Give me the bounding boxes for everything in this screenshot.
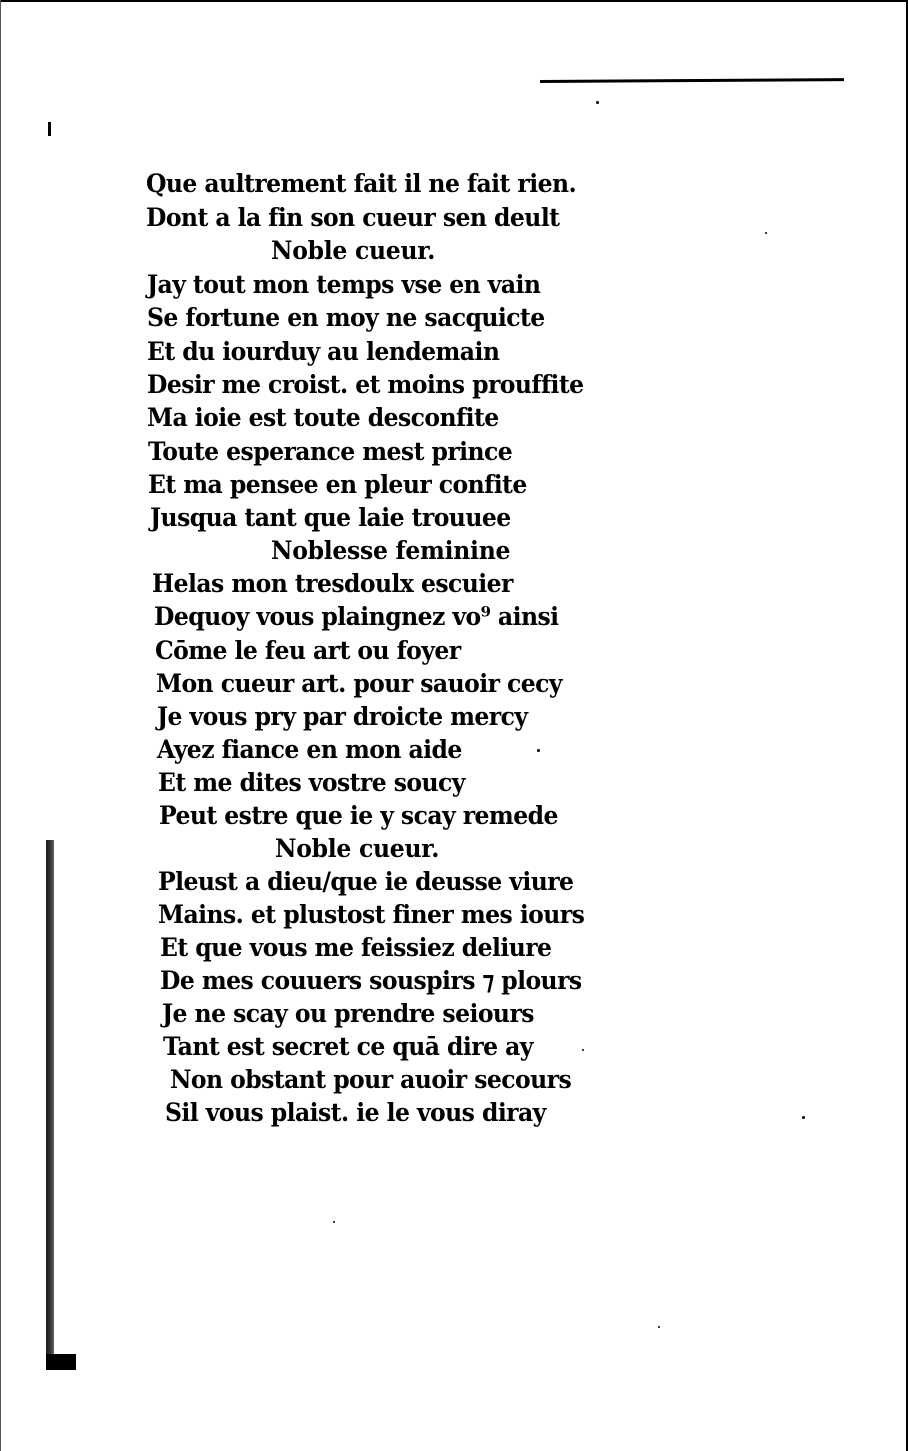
poem-line: Non obstant pour auoir secours xyxy=(170,1065,572,1094)
poem-line: De mes couuers souspirs ⁊ plours xyxy=(160,966,582,995)
poem-line: Que aultrement fait il ne fait rien. xyxy=(146,169,577,198)
poem-line: Et que vous me feissiez deliure xyxy=(160,933,552,962)
poem-line: Et me dites vostre soucy xyxy=(158,768,465,797)
poem-line: Cōme le feu art ou foyer xyxy=(155,636,461,665)
poem-line: Et ma pensee en pleur confite xyxy=(148,470,527,499)
poem-line: Ayez fiance en mon aide xyxy=(157,735,462,764)
poem-line: Pleust a dieu/que ie deusse viure xyxy=(158,867,574,896)
poem-line: Tant est secret ce quā dire ay xyxy=(163,1032,533,1061)
poem-line: Helas mon tresdoulx escuier xyxy=(152,569,513,598)
poem-line: Ma ioie est toute desconfite xyxy=(147,403,499,432)
poem-line: Je vous pry par droicte mercy xyxy=(157,702,528,731)
poem-line: Toute esperance mest prince xyxy=(148,437,513,466)
poem-line: Je ne scay ou prendre seiours xyxy=(162,999,534,1028)
poem-line: Se fortune en moy ne sacquicte xyxy=(147,303,545,332)
poem-line: Et du iourduy au lendemain xyxy=(147,337,500,366)
speaker-heading: Noblesse feminine xyxy=(271,536,511,565)
poem-line: Dont a la fin son cueur sen deult xyxy=(146,203,560,232)
poem-line: Mon cueur art. pour sauoir cecy xyxy=(156,669,562,698)
poem-line: Desir me croist. et moins prouffite xyxy=(147,370,584,399)
poem-line: Jusqua tant que laie trouuee xyxy=(150,503,511,532)
poem-line: Sil vous plaist. ie le vous diray xyxy=(165,1098,546,1127)
poem-line: Dequoy vous plaingnez vo⁹ ainsi xyxy=(154,602,559,631)
poem-line: Mains. et plustost finer mes iours xyxy=(158,900,585,929)
poem-line: Jay tout mon temps vse en vain xyxy=(147,270,541,299)
speaker-heading: Noble cueur. xyxy=(275,834,440,863)
poem-line: Peut estre que ie y scay remede xyxy=(159,801,558,830)
speaker-heading: Noble cueur. xyxy=(271,236,436,265)
